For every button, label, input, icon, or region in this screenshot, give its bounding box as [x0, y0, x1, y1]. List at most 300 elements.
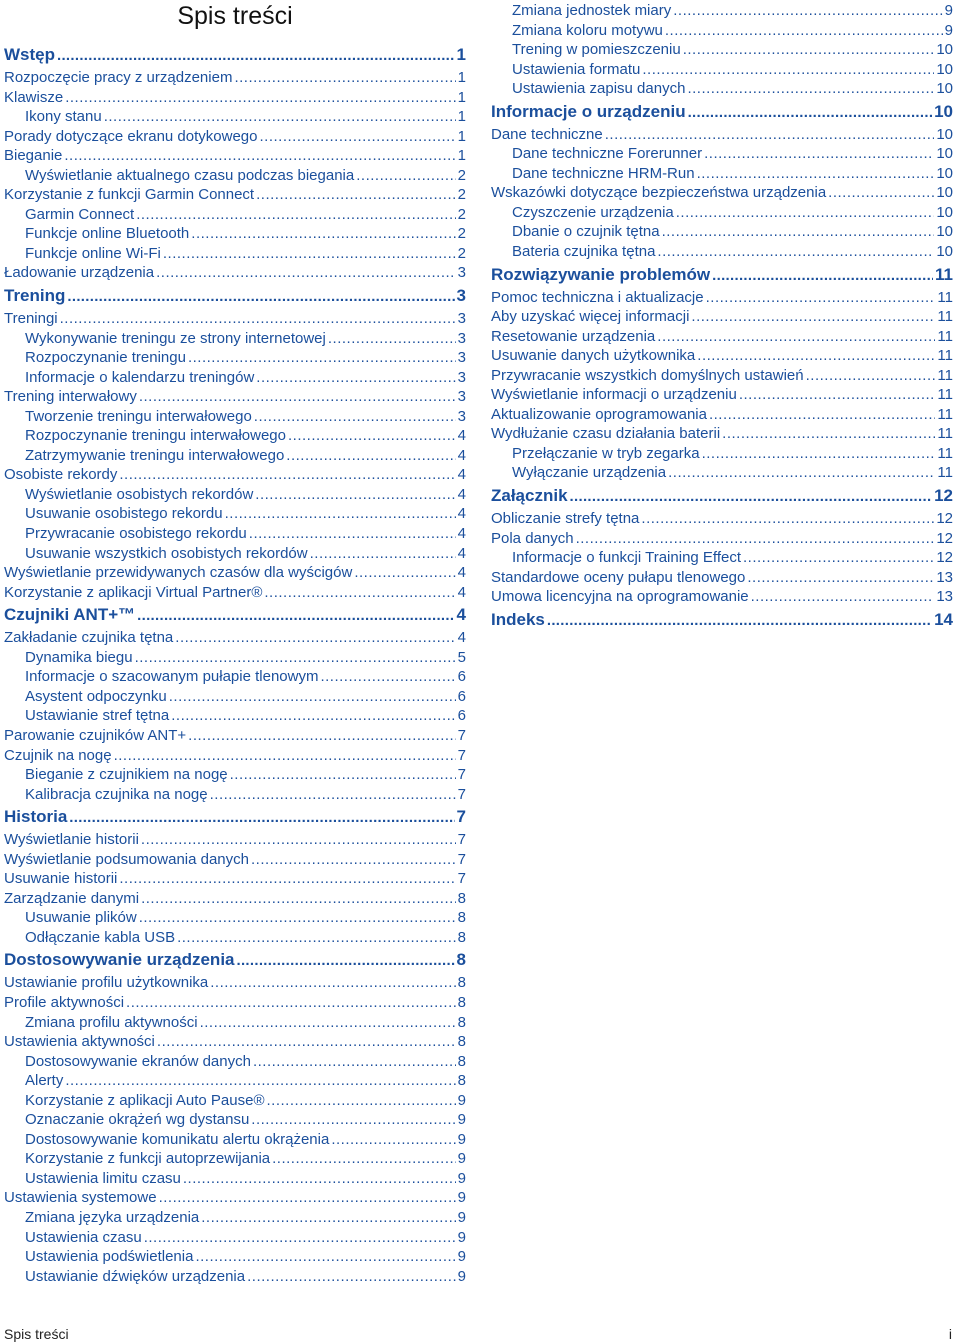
toc-dot-leader — [210, 785, 456, 805]
toc-dot-leader — [605, 125, 935, 145]
toc-dot-leader — [57, 43, 455, 69]
footer-page-number: i — [948, 1326, 952, 1342]
toc-dot-leader — [657, 242, 934, 262]
toc-entry[interactable] — [4, 127, 466, 147]
toc-entry[interactable] — [491, 346, 953, 366]
toc-dot-leader — [135, 648, 456, 668]
toc-entry-title: Trening interwałowy — [4, 388, 137, 406]
toc-chapter-entry[interactable] — [491, 483, 953, 509]
toc-dot-leader — [697, 346, 935, 366]
toc-entry[interactable] — [4, 993, 466, 1013]
toc-subentry[interactable] — [4, 1071, 466, 1091]
toc-subentry[interactable] — [4, 765, 466, 785]
toc-entry-title: Parowanie czujników ANT+ — [4, 726, 187, 744]
toc-entry-title: Wyświetlanie podsumowania danych — [4, 850, 249, 868]
toc-subentry[interactable] — [4, 1110, 466, 1130]
toc-subentry[interactable] — [4, 1130, 466, 1150]
toc-dot-leader — [288, 426, 456, 446]
toc-entry-title: Korzystanie z funkcji autoprzewijania — [25, 1150, 271, 1168]
toc-dot-leader — [251, 1110, 455, 1130]
toc-dot-leader — [60, 309, 456, 329]
toc-dot-leader — [177, 928, 456, 948]
toc-subentry[interactable] — [491, 60, 953, 80]
toc-entry-title: Dane techniczne HRM-Run — [512, 164, 695, 182]
toc-dot-leader — [547, 608, 932, 634]
toc-entry[interactable] — [4, 146, 466, 166]
toc-page-number: 3 — [457, 329, 466, 347]
toc-page-number: 8 — [457, 909, 466, 927]
toc-entry-title: Załącznik — [491, 486, 568, 506]
toc-page-number: 10 — [936, 145, 953, 163]
toc-entry-title: Historia — [4, 807, 68, 827]
toc-dot-leader — [356, 166, 455, 186]
toc-entry[interactable] — [4, 830, 466, 850]
toc-page-number: 3 — [457, 407, 466, 425]
toc-page-number: 2 — [457, 244, 466, 262]
toc-page-number: 9 — [457, 1248, 466, 1266]
toc-entry-title: Trening w pomieszczeniu — [512, 41, 681, 59]
toc-subentry[interactable] — [4, 166, 466, 186]
toc-subentry[interactable] — [4, 1247, 466, 1267]
toc-subentry[interactable] — [4, 1208, 466, 1228]
toc-entry-title: Dynamika biegu — [25, 648, 133, 666]
toc-dot-leader — [691, 307, 935, 327]
toc-entry-title: Trening — [4, 286, 66, 306]
toc-dot-leader — [126, 993, 456, 1013]
toc-page-number: 10 — [936, 223, 953, 241]
toc-entry[interactable] — [491, 529, 953, 549]
toc-page-number: 9 — [457, 1208, 466, 1226]
toc-dot-leader — [310, 544, 456, 564]
toc-page-number: 9 — [457, 1130, 466, 1148]
toc-entry-title: Bieganie z czujnikiem na nogę — [25, 766, 228, 784]
toc-entry-title: Asystent odpoczynku — [25, 687, 167, 705]
toc-page-number: 3 — [457, 310, 466, 328]
toc-dot-leader — [234, 68, 455, 88]
toc-entry-title: Ustawianie profilu użytkownika — [4, 974, 209, 992]
toc-page-number: 9 — [457, 1169, 466, 1187]
toc-entry[interactable] — [4, 1188, 466, 1208]
toc-entry[interactable] — [4, 869, 466, 889]
toc-dot-leader — [188, 726, 455, 746]
toc-entry[interactable] — [4, 726, 466, 746]
toc-page-number: 9 — [457, 1189, 466, 1207]
toc-dot-leader — [139, 908, 456, 928]
toc-entry[interactable] — [491, 424, 953, 444]
toc-subentry[interactable] — [491, 444, 953, 464]
toc-page-number: 9 — [457, 1091, 466, 1109]
toc-dot-leader — [144, 1228, 456, 1248]
toc-page-number: 10 — [936, 243, 953, 261]
toc-entry-title: Przywracanie wszystkich domyślnych ustawień — [491, 366, 804, 384]
toc-entry[interactable] — [491, 307, 953, 327]
toc-page-number: 12 — [936, 529, 953, 547]
toc-page-number: 8 — [457, 1033, 466, 1051]
toc-subentry[interactable] — [4, 524, 466, 544]
toc-subentry[interactable] — [4, 504, 466, 524]
toc-entry-title: Zarządzanie danymi — [4, 889, 140, 907]
toc-dot-leader — [67, 284, 454, 310]
toc-dot-leader — [806, 366, 936, 386]
toc-entry[interactable] — [4, 583, 466, 603]
toc-subentry[interactable] — [4, 244, 466, 264]
toc-entry-title: Wyświetlanie osobistych rekordów — [25, 485, 254, 503]
toc-chapter-entry[interactable] — [4, 42, 466, 68]
page-footer — [4, 1326, 954, 1342]
toc-page-number: 10 — [936, 164, 953, 182]
toc-entry-title: Informacje o kalendarzu treningów — [25, 368, 255, 386]
toc-entry[interactable] — [491, 509, 953, 529]
toc-entry-title: Czujnik na nogę — [4, 746, 112, 764]
toc-page-number: 8 — [457, 1052, 466, 1070]
toc-subentry[interactable] — [491, 242, 953, 262]
toc-dot-leader — [642, 60, 934, 80]
toc-page-number: 11 — [937, 464, 953, 482]
toc-entry-title: Dbanie o czujnik tętna — [512, 223, 660, 241]
toc-dot-leader — [237, 948, 455, 974]
toc-dot-leader — [828, 183, 934, 203]
toc-page-number: 1 — [457, 147, 466, 165]
toc-entry-title: Odłączanie kabla USB — [25, 928, 176, 946]
toc-entry-title: Umowa licencyjna na oprogramowanie — [491, 588, 749, 606]
toc-dot-leader — [706, 288, 936, 308]
toc-dot-leader — [191, 224, 455, 244]
toc-dot-leader — [267, 1091, 456, 1111]
toc-page-number: 2 — [457, 225, 466, 243]
toc-dot-leader — [157, 1032, 456, 1052]
toc-subentry[interactable] — [4, 908, 466, 928]
toc-subentry[interactable] — [4, 785, 466, 805]
toc-entry-title: Wyświetlanie historii — [4, 831, 139, 849]
toc-entry-title: Dostosowywanie komunikatu alertu okrążenia — [25, 1130, 330, 1148]
toc-entry-title: Funkcje online Wi‑Fi — [25, 244, 161, 262]
toc-entry-title: Indeks — [491, 609, 545, 629]
toc-subentry[interactable] — [491, 40, 953, 60]
toc-entry-title: Obliczanie strefy tętna — [491, 510, 640, 528]
toc-page-number: 11 — [937, 308, 953, 326]
toc-dot-leader — [676, 203, 935, 223]
toc-dot-leader — [210, 973, 455, 993]
toc-entry[interactable] — [4, 973, 466, 993]
toc-dot-leader — [114, 746, 456, 766]
toc-subentry[interactable] — [4, 1228, 466, 1248]
toc-dot-leader — [354, 563, 455, 583]
toc-entry-title: Dane techniczne Forerunner — [512, 145, 703, 163]
toc-subentry[interactable] — [4, 1169, 466, 1189]
toc-entry[interactable] — [4, 746, 466, 766]
toc-page-number: 8 — [457, 928, 466, 946]
toc-page-number: 4 — [457, 505, 466, 523]
toc-entry-title: Przywracanie osobistego rekordu — [25, 525, 247, 543]
toc-dot-leader — [255, 485, 455, 505]
toc-subentry[interactable] — [491, 548, 953, 568]
toc-dot-leader — [141, 889, 456, 909]
toc-subentry[interactable] — [4, 224, 466, 244]
toc-page-number: 9 — [457, 1228, 466, 1246]
toc-entry-title: Rozpoczynanie treningu — [25, 349, 186, 367]
toc-entry[interactable] — [4, 387, 466, 407]
toc-entry-title: Ustawienia zapisu danych — [512, 80, 686, 98]
toc-dot-leader — [712, 263, 933, 289]
toc-page-number: 5 — [457, 648, 466, 666]
toc-entry-title: Oznaczanie okrążeń wg dystansu — [25, 1111, 250, 1129]
toc-page-number: 8 — [457, 993, 466, 1011]
toc-page-number: 4 — [457, 446, 466, 464]
toc-dot-leader — [159, 1188, 456, 1208]
toc-subentry[interactable] — [491, 144, 953, 164]
toc-dot-leader — [200, 1013, 456, 1033]
toc-subentry[interactable] — [4, 544, 466, 564]
toc-subentry[interactable] — [4, 1267, 466, 1287]
toc-subentry[interactable] — [491, 79, 953, 99]
toc-entry-title: Dostosowywanie urządzenia — [4, 950, 235, 970]
toc-page-number: 1 — [457, 108, 466, 126]
toc-page-number: 8 — [457, 974, 466, 992]
toc-page-number: 11 — [937, 347, 953, 365]
toc-entry[interactable] — [4, 88, 466, 108]
toc-subentry[interactable] — [491, 21, 953, 41]
toc-dot-leader — [576, 529, 935, 549]
toc-entry-title: Korzystanie z funkcji Garmin Connect — [4, 186, 255, 204]
toc-page-number: 3 — [456, 286, 466, 306]
toc-entry-title: Wyświetlanie przewidywanych czasów dla wyścigów — [4, 564, 353, 582]
toc-entry-title: Czyszczenie urządzenia — [512, 203, 674, 221]
toc-dot-leader — [104, 107, 456, 127]
toc-entry-title: Korzystanie z aplikacji Auto Pause® — [25, 1091, 265, 1109]
toc-page-number: 10 — [936, 41, 953, 59]
toc-subentry[interactable] — [4, 446, 466, 466]
toc-page-number: 10 — [936, 60, 953, 78]
toc-page-number: 7 — [457, 766, 466, 784]
toc-entry-title: Funkcje online Bluetooth — [25, 225, 190, 243]
toc-entry-title: Zakładanie czujnika tętna — [4, 629, 174, 647]
toc-entry[interactable] — [4, 850, 466, 870]
toc-chapter-entry[interactable] — [4, 602, 466, 628]
toc-chapter-entry[interactable] — [4, 804, 466, 830]
toc-subentry[interactable] — [491, 203, 953, 223]
toc-page-number: 2 — [457, 186, 466, 204]
toc-page-number: 1 — [457, 88, 466, 106]
toc-page-number: 7 — [457, 870, 466, 888]
toc-entry-title: Tworzenie treningu interwałowego — [25, 407, 252, 425]
toc-entry-title: Klawisze — [4, 88, 64, 106]
toc-entry-title: Ustawienia systemowe — [4, 1189, 157, 1207]
toc-chapter-entry[interactable] — [4, 947, 466, 973]
toc-chapter-entry[interactable] — [491, 262, 953, 288]
toc-page-number: 4 — [457, 629, 466, 647]
toc-entry-title: Korzystanie z aplikacji Virtual Partner® — [4, 583, 263, 601]
toc-subentry[interactable] — [4, 329, 466, 349]
toc-entry[interactable] — [491, 288, 953, 308]
toc-entry-title: Porady dotyczące ekranu dotykowego — [4, 127, 258, 145]
toc-dot-leader — [253, 1052, 456, 1072]
toc-entry-title: Ikony stanu — [25, 108, 102, 126]
toc-dot-leader — [225, 504, 456, 524]
toc-entry-title: Ustawienia formatu — [512, 60, 641, 78]
toc-dot-leader — [156, 263, 456, 283]
toc-subentry[interactable] — [491, 1, 953, 21]
toc-page-number: 2 — [457, 166, 466, 184]
toc-dot-leader — [751, 587, 935, 607]
toc-page-number: 4 — [457, 466, 466, 484]
toc-chapter-entry[interactable] — [491, 99, 953, 125]
toc-page-number: 7 — [457, 746, 466, 764]
toc-dot-leader — [183, 1169, 456, 1189]
toc-entry[interactable] — [491, 587, 953, 607]
toc-subentry[interactable] — [4, 648, 466, 668]
toc-dot-leader — [171, 706, 455, 726]
toc-entry[interactable] — [491, 183, 953, 203]
toc-entry-title: Zmiana profilu aktywności — [25, 1013, 198, 1031]
toc-page-number: 9 — [457, 1111, 466, 1129]
toc-dot-leader — [141, 830, 456, 850]
toc-dot-leader — [704, 144, 934, 164]
toc-entry-title: Informacje o szacowanym pułapie tlenowym — [25, 668, 319, 686]
toc-page-number: 1 — [457, 69, 466, 86]
toc-entry-title: Ustawienia podświetlenia — [25, 1248, 194, 1266]
toc-entry-title: Informacje o urządzeniu — [491, 101, 686, 121]
toc-entry-title: Rozpoczęcie pracy z urządzeniem — [4, 69, 233, 86]
toc-entry-title: Informacje o funkcji Training Effect — [512, 549, 741, 567]
toc-subentry[interactable] — [4, 667, 466, 687]
toc-page-number: 6 — [457, 707, 466, 725]
toc-page-number: 7 — [457, 726, 466, 744]
toc-column-right — [491, 1, 953, 633]
toc-entry-title: Resetowanie urządzenia — [491, 327, 656, 345]
toc-entry-title: Wyświetlanie aktualnego czasu podczas biegania — [25, 166, 355, 184]
toc-page-number: 8 — [456, 950, 466, 970]
toc-subentry[interactable] — [4, 426, 466, 446]
toc-dot-leader — [137, 603, 454, 629]
toc-entry-title: Treningi — [4, 310, 58, 328]
toc-dot-leader — [136, 205, 455, 225]
toc-subentry[interactable] — [4, 485, 466, 505]
toc-entry[interactable] — [491, 568, 953, 588]
toc-dot-leader — [747, 568, 934, 588]
toc-page-number: 4 — [457, 544, 466, 562]
toc-entry-title: Pola danych — [491, 529, 574, 547]
toc-page-number: 11 — [937, 386, 953, 404]
toc-entry-title: Usuwanie historii — [4, 870, 118, 888]
toc-subentry[interactable] — [491, 164, 953, 184]
toc-dot-leader — [739, 385, 936, 405]
toc-entry[interactable] — [4, 309, 466, 329]
toc-entry-title: Garmin Connect — [25, 205, 135, 223]
toc-dot-leader — [697, 164, 935, 184]
toc-entry[interactable] — [4, 465, 466, 485]
toc-entry[interactable] — [4, 263, 466, 283]
toc-dot-leader — [665, 21, 943, 41]
toc-subentry[interactable] — [491, 463, 953, 483]
toc-chapter-entry[interactable] — [4, 283, 466, 309]
toc-entry-title: Aktualizowanie oprogramowania — [491, 405, 707, 423]
toc-dot-leader — [657, 327, 935, 347]
toc-subentry[interactable] — [4, 928, 466, 948]
toc-entry[interactable] — [491, 385, 953, 405]
toc-entry[interactable] — [4, 563, 466, 583]
toc-page-number: 1 — [457, 127, 466, 145]
toc-entry-title: Standardowe oceny pułapu tlenowego — [491, 568, 746, 586]
toc-entry[interactable] — [491, 125, 953, 145]
toc-dot-leader — [249, 524, 456, 544]
toc-subentry[interactable] — [4, 1091, 466, 1111]
toc-page-number: 11 — [937, 327, 953, 345]
toc-subentry[interactable] — [4, 1013, 466, 1033]
toc-subentry[interactable] — [4, 687, 466, 707]
toc-entry[interactable] — [4, 185, 466, 205]
toc-dot-leader — [264, 583, 455, 603]
toc-entry[interactable] — [4, 68, 466, 88]
toc-dot-leader — [175, 628, 455, 648]
toc-dot-leader — [320, 667, 455, 687]
toc-subentry[interactable] — [4, 205, 466, 225]
toc-entry-title: Profile aktywności — [4, 993, 125, 1011]
toc-page-number: 7 — [456, 807, 466, 827]
toc-entry[interactable] — [4, 889, 466, 909]
toc-page-number: 11 — [937, 366, 953, 384]
toc-page-number: 11 — [937, 405, 953, 423]
toc-entry-title: Zmiana koloru motywu — [512, 21, 663, 39]
toc-entry[interactable] — [4, 1032, 466, 1052]
toc-page-number: 12 — [936, 510, 953, 528]
toc-subentry[interactable] — [491, 222, 953, 242]
toc-entry[interactable] — [491, 366, 953, 386]
toc-chapter-entry[interactable] — [491, 607, 953, 633]
toc-entry-title: Dane techniczne — [491, 125, 603, 143]
toc-subentry[interactable] — [4, 407, 466, 427]
toc-dot-leader — [702, 444, 936, 464]
toc-page-number: 11 — [937, 288, 953, 306]
toc-dot-leader — [65, 88, 455, 108]
toc-dot-leader — [188, 348, 456, 368]
toc-column-left — [4, 42, 466, 1286]
toc-page-number: 7 — [457, 785, 466, 803]
toc-subentry[interactable] — [4, 368, 466, 388]
toc-entry-title: Czujniki ANT+™ — [4, 605, 136, 625]
toc-page-number: 1 — [456, 45, 466, 64]
toc-page-number: 3 — [457, 264, 466, 282]
toc-entry-title: Ustawienia czasu — [25, 1228, 142, 1246]
toc-page-number: 11 — [937, 425, 953, 443]
toc-entry[interactable] — [491, 405, 953, 425]
toc-entry-title: Zmiana jednostek miary — [512, 2, 672, 19]
toc-entry-title: Usuwanie osobistego rekordu — [25, 505, 223, 523]
toc-entry-title: Alerty — [25, 1072, 64, 1090]
toc-entry-title: Osobiste rekordy — [4, 466, 118, 484]
toc-entry-title: Bateria czujnika tętna — [512, 243, 656, 261]
toc-subentry[interactable] — [4, 348, 466, 368]
toc-subentry[interactable] — [4, 1052, 466, 1072]
toc-entry-title: Wyświetlanie informacji o urządzeniu — [491, 386, 737, 404]
toc-entry[interactable] — [4, 628, 466, 648]
toc-entry[interactable] — [491, 327, 953, 347]
toc-page-number: 3 — [457, 368, 466, 386]
toc-page-number: 10 — [936, 125, 953, 143]
toc-entry-title: Aby uzyskać więcej informacji — [491, 308, 690, 326]
toc-entry-title: Usuwanie danych użytkownika — [491, 347, 696, 365]
toc-subentry[interactable] — [4, 107, 466, 127]
toc-entry-title: Usuwanie wszystkich osobistych rekordów — [25, 544, 308, 562]
toc-page-number: 7 — [457, 850, 466, 868]
toc-subentry[interactable] — [4, 706, 466, 726]
toc-dot-leader — [163, 244, 456, 264]
toc-page-number: 4 — [456, 605, 466, 625]
toc-entry-title: Ustawienia aktywności — [4, 1033, 155, 1051]
toc-subentry[interactable] — [4, 1149, 466, 1169]
toc-dot-leader — [256, 185, 456, 205]
toc-dot-leader — [673, 1, 942, 21]
toc-dot-leader — [687, 79, 934, 99]
